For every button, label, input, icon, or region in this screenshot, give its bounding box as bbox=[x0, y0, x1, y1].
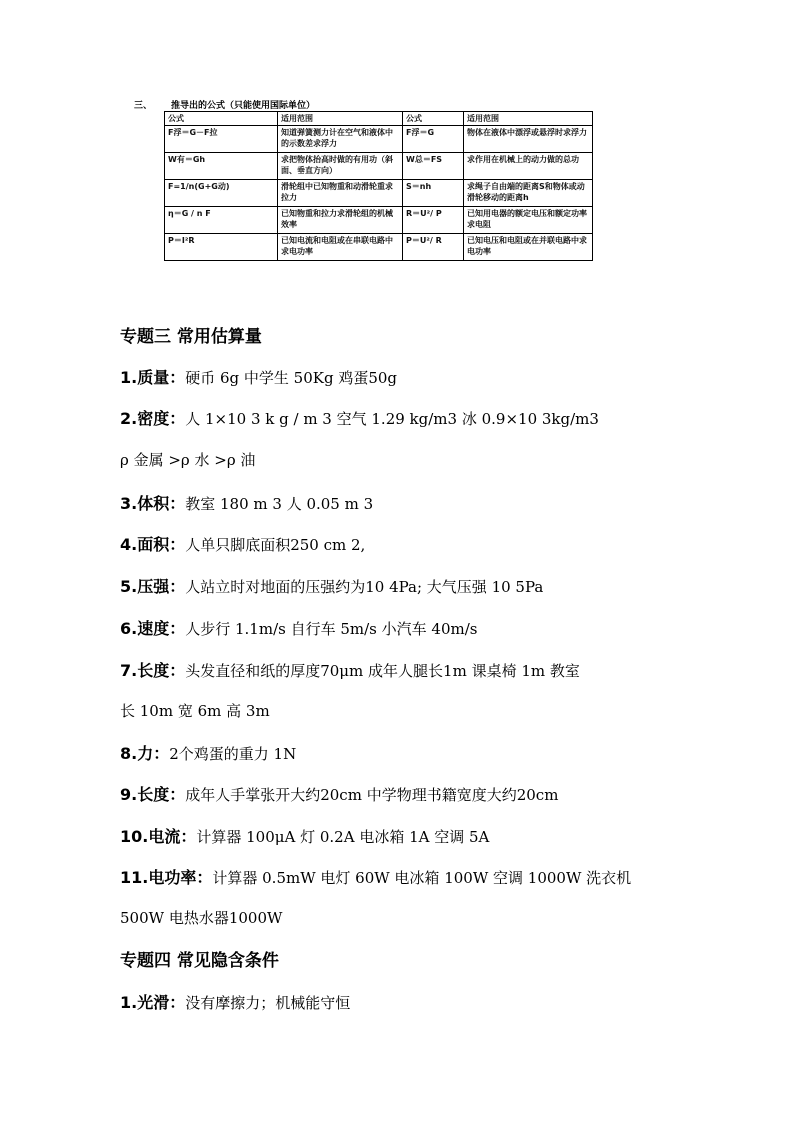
list-item bbox=[120, 824, 489, 847]
table-row bbox=[165, 180, 593, 207]
header-cell: 适用范围 bbox=[278, 112, 403, 126]
table-row bbox=[165, 153, 593, 180]
table-row bbox=[165, 126, 593, 153]
scope-cell: 物体在液体中漂浮或悬浮时求浮力 bbox=[464, 126, 593, 153]
table-row bbox=[165, 234, 593, 261]
item-label: 2.密度： bbox=[120, 409, 186, 428]
item-text: 计算器 0.5mW 电灯 60W 电冰箱 100W 空调 1000W 洗衣机 bbox=[212, 869, 632, 887]
header-cell: 公式 bbox=[403, 112, 464, 126]
formula-cell: F浮＝G bbox=[403, 126, 464, 153]
item-text: 人步行 1.1m/s 自行车 5m/s 小汽车 40m/s bbox=[185, 620, 478, 638]
item-text: 没有摩擦力；机械能守恒 bbox=[185, 994, 351, 1012]
item-label: 10.电流： bbox=[120, 827, 197, 846]
list-item bbox=[120, 990, 350, 1013]
item-text: 成年人手掌张开大约20cm 中学物理书籍宽度大约20cm bbox=[185, 786, 559, 804]
formula-cell: W有＝Gh bbox=[165, 153, 278, 180]
formula-cell: S＝nh bbox=[403, 180, 464, 207]
scope-cell: 求绳子自由端的距离S和物体或动滑轮移动的距离h bbox=[464, 180, 593, 207]
item-label: 6.速度： bbox=[120, 619, 186, 638]
formula-cell: F浮＝G－F拉 bbox=[165, 126, 278, 153]
item-text: 硬币 6g 中学生 50Kg 鸡蛋50g bbox=[185, 369, 398, 387]
formula-cell: P＝U²/ R bbox=[403, 234, 464, 261]
topic4-heading: 专题四 常见隐含条件 bbox=[120, 951, 279, 971]
formula-cell: R＝U²/ P bbox=[403, 207, 464, 234]
item-text: 计算器 100μA 灯 0.2A 电冰箱 1A 空调 5A bbox=[196, 828, 490, 846]
formula-table bbox=[164, 111, 593, 261]
item-text: 头发直径和纸的厚度70μm 成年人腿长1m 课桌椅 1m 教室 bbox=[185, 662, 580, 680]
list-item bbox=[120, 907, 282, 928]
list-item bbox=[120, 658, 580, 681]
formula-cell: W总＝FS bbox=[403, 153, 464, 180]
item-text: 人 1×10 3 k g / m 3 空气 1.29 kg/m3 冰 0.9×10 3kg/m3 bbox=[185, 410, 599, 428]
item-label: 9.长度： bbox=[120, 785, 186, 804]
list-item bbox=[120, 491, 373, 514]
item-text: 500W 电热水器1000W bbox=[120, 909, 283, 927]
list-item bbox=[120, 365, 397, 388]
list-item bbox=[120, 574, 543, 597]
item-text: ρ 金属 >ρ 水 >ρ 油 bbox=[120, 451, 256, 469]
list-item bbox=[120, 532, 365, 555]
header-cell: 公式 bbox=[165, 112, 278, 126]
formula-cell: η＝G / n F bbox=[165, 207, 278, 234]
list-item bbox=[120, 865, 631, 888]
section-number: 三、 bbox=[134, 101, 153, 111]
item-text: 教室 180 m 3 人 0.05 m 3 bbox=[185, 495, 374, 513]
topic3-heading: 专题三 常用估算量 bbox=[120, 327, 262, 347]
header-cell: 适用范围 bbox=[464, 112, 593, 126]
list-item bbox=[120, 449, 255, 470]
scope-cell: 已知用电器的额定电压和额定功率求电阻 bbox=[464, 207, 593, 234]
scope-cell: 知道弹簧测力计在空气和液体中的示数差求浮力 bbox=[278, 126, 403, 153]
item-label: 1.质量： bbox=[120, 368, 186, 387]
list-item bbox=[120, 406, 599, 429]
item-text: 人站立时对地面的压强约为10 4Pa; 大气压强 10 5Pa bbox=[185, 578, 544, 596]
scope-cell: 已知物重和拉力求滑轮组的机械效率 bbox=[278, 207, 403, 234]
formula-cell: P＝I²R bbox=[165, 234, 278, 261]
item-label: 5.压强： bbox=[120, 577, 186, 596]
scope-cell: 已知电流和电阻或在串联电路中求电功率 bbox=[278, 234, 403, 261]
scope-cell: 求作用在机械上的动力做的总功 bbox=[464, 153, 593, 180]
list-item bbox=[120, 616, 477, 639]
table-row bbox=[165, 207, 593, 234]
list-item bbox=[120, 782, 558, 805]
item-label: 11.电功率： bbox=[120, 868, 213, 887]
formula-cell: F=1/n(G+G动) bbox=[165, 180, 278, 207]
item-label: 1.光滑： bbox=[120, 993, 186, 1012]
item-label: 8.力： bbox=[120, 744, 170, 763]
item-label: 3.体积： bbox=[120, 494, 186, 513]
item-text: 人单只脚底面积250 cm 2, bbox=[185, 536, 366, 554]
item-label: 4.面积： bbox=[120, 535, 186, 554]
item-text: 长 10m 宽 6m 高 3m bbox=[120, 702, 270, 720]
item-label: 7.长度： bbox=[120, 661, 186, 680]
section-title: 推导出的公式（只能使用国际单位） bbox=[171, 101, 316, 111]
scope-cell: 滑轮组中已知物重和动滑轮重求拉力 bbox=[278, 180, 403, 207]
item-text: 2个鸡蛋的重力 1N bbox=[169, 745, 297, 763]
list-item bbox=[120, 741, 296, 764]
list-item bbox=[120, 700, 270, 721]
table-header-row bbox=[165, 112, 593, 126]
scope-cell: 求把物体抬高时做的有用功（斜面、垂直方向） bbox=[278, 153, 403, 180]
scope-cell: 已知电压和电阻或在并联电路中求电功率 bbox=[464, 234, 593, 261]
